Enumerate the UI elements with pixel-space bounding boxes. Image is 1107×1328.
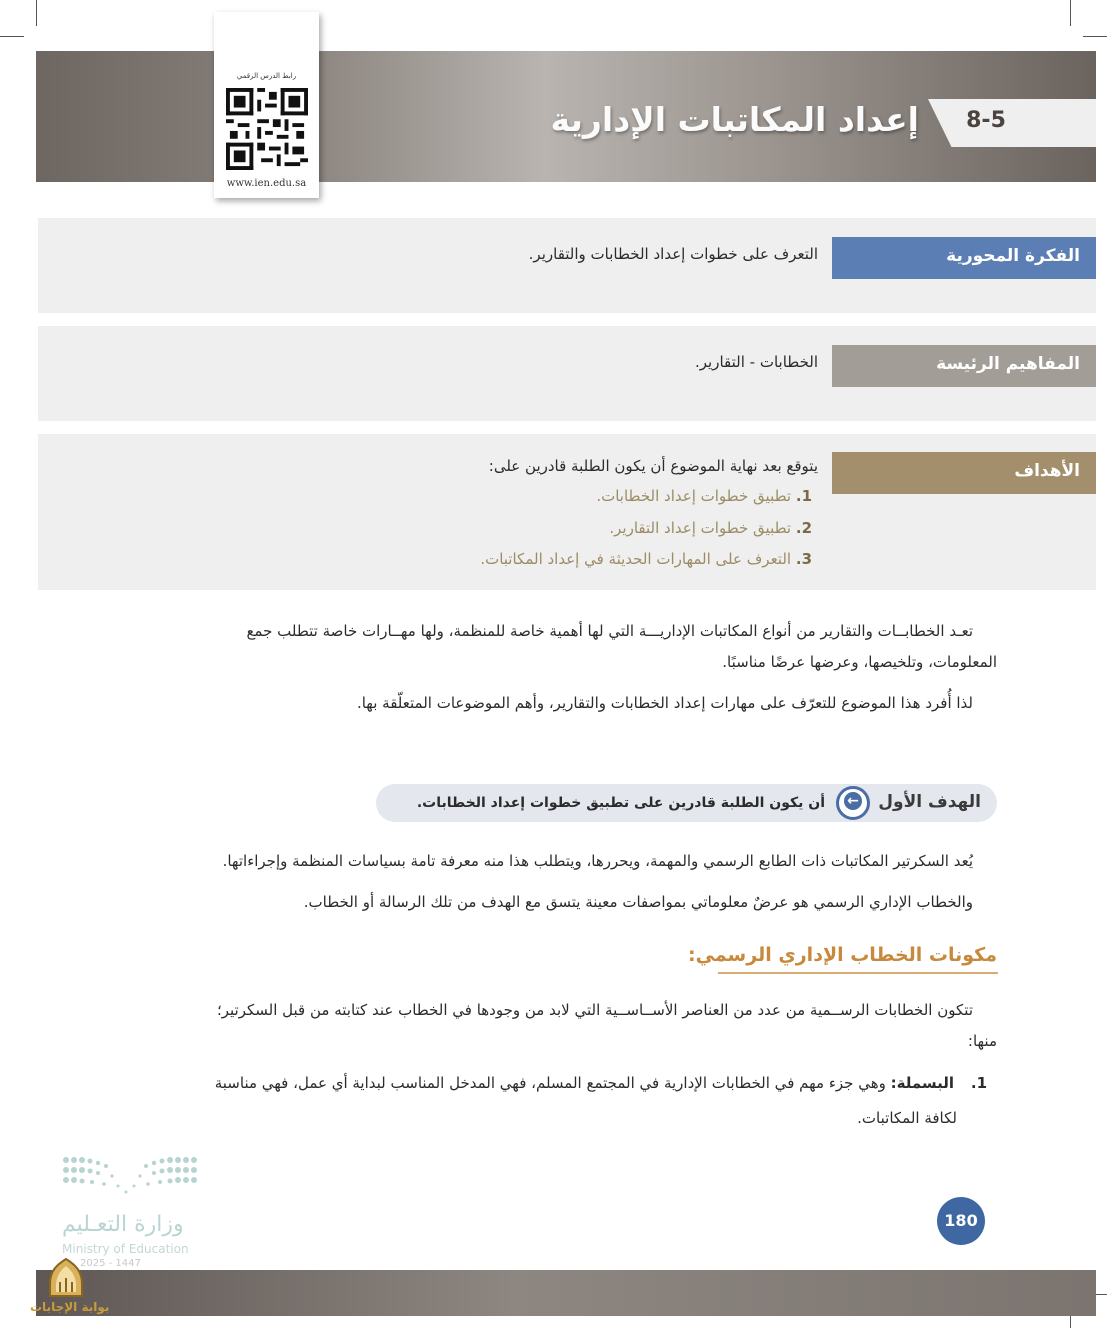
intro-line: تعـد الخطابــات والتقارير من أنواع المكاتبات الإداريـــة التي لها أهمية خاصة للمنظمة، ولها مهــارات خاصة تتطلب جمع — [246, 622, 973, 640]
section-heading: مكونات الخطاب الإداري الرسمي: — [688, 944, 997, 966]
section-underline — [718, 972, 998, 974]
objective-item: 2. تطبيق خطوات إعداد التقارير. — [609, 519, 812, 537]
body-paragraph: والخطاب الإداري الرسمي هو عرضٌ معلوماتي بمواصفات معينة يتسق مع الهدف من تلك الرسالة أو الخطاب. — [303, 893, 973, 911]
watermark-text: بوابة الإجابات — [30, 1300, 110, 1314]
intro-line: المعلومات، وتلخيصها، وعرضها عرضًا مناسبًا. — [722, 653, 997, 671]
core-idea-text: التعرف على خطوات إعداد الخطابات والتقارير. — [528, 245, 818, 263]
lesson-title: إعداد المكاتبات الإدارية — [550, 100, 919, 139]
list-number: 1. — [970, 1074, 987, 1092]
objectives-panel — [38, 434, 1096, 590]
body-paragraph: تتكون الخطابات الرســمية من عدد من العناصر الأســاســية التي لابد من وجودها في الخطاب عند كتابته من قبل السكرتير؛ — [216, 1001, 973, 1019]
core-idea-panel — [38, 218, 1096, 313]
page-number-badge: 180 — [937, 1197, 985, 1245]
key-concepts-panel — [38, 326, 1096, 421]
crop-mark — [0, 36, 24, 37]
intro-line: لذا أُفرد هذا الموضوع للتعرّف على مهارات إعداد الخطابات والتقارير، وأهم الموضوعات المتعلّقة بها. — [356, 694, 973, 712]
goal-one-label: الهدف الأول — [878, 792, 981, 812]
list-item-basmala — [215, 1074, 987, 1092]
list-item-continuation: لكافة المكاتبات. — [857, 1109, 957, 1127]
core-idea-label: الفكرة المحورية — [832, 237, 1096, 279]
objectives-intro: يتوقع بعد نهاية الموضوع أن يكون الطلبة قادرين على: — [488, 457, 818, 475]
ministry-logo-icon — [62, 1156, 198, 1200]
crop-mark — [1083, 36, 1107, 37]
objective-item: 1. تطبيق خطوات إعداد الخطابات. — [596, 487, 812, 505]
key-concepts-label: المفاهيم الرئيسة — [832, 345, 1096, 387]
footer-band — [36, 1270, 1096, 1316]
goal-one-text: أن يكون الطلبة قادرين على تطبيق خطوات إعداد الخطابات. — [416, 795, 825, 811]
body-paragraph: منها: — [967, 1032, 997, 1050]
crop-mark — [1070, 0, 1071, 26]
list-term: البسملة: — [890, 1074, 955, 1092]
qr-caption: رابط الدرس الرقمي — [236, 72, 297, 80]
edition-year: 2025 - 1447 — [80, 1258, 141, 1269]
key-concepts-text: الخطابات - التقارير. — [695, 353, 818, 371]
list-text: وهي جزء مهم في الخطابات الإدارية في المجتمع المسلم، فهي المدخل المناسب لبداية أي عمل، فهي مناسبة — [214, 1074, 886, 1092]
qr-url[interactable]: www.ien.edu.sa — [226, 178, 307, 189]
ministry-name-english: Ministry of Education — [62, 1242, 189, 1256]
lesson-number: 8-5 — [966, 108, 1006, 133]
objective-item: 3. التعرف على المهارات الحديثة في إعداد المكاتبات. — [480, 550, 812, 568]
body-paragraph: يُعد السكرتير المكاتبات ذات الطابع الرسمي والمهمة، ويحررها، ويتطلب هذا منه معرفة تامة بسياسات المنظمة وإجراءاتها. — [222, 852, 973, 870]
lamp-logo-icon — [44, 1256, 88, 1300]
objectives-label: الأهداف — [832, 452, 1096, 494]
arrow-left-icon: ← — [836, 786, 870, 820]
ministry-name-arabic: وزارة التعـليم — [62, 1212, 184, 1237]
crop-mark — [36, 0, 37, 26]
qr-code-icon — [226, 88, 308, 170]
qr-card[interactable] — [214, 12, 319, 198]
